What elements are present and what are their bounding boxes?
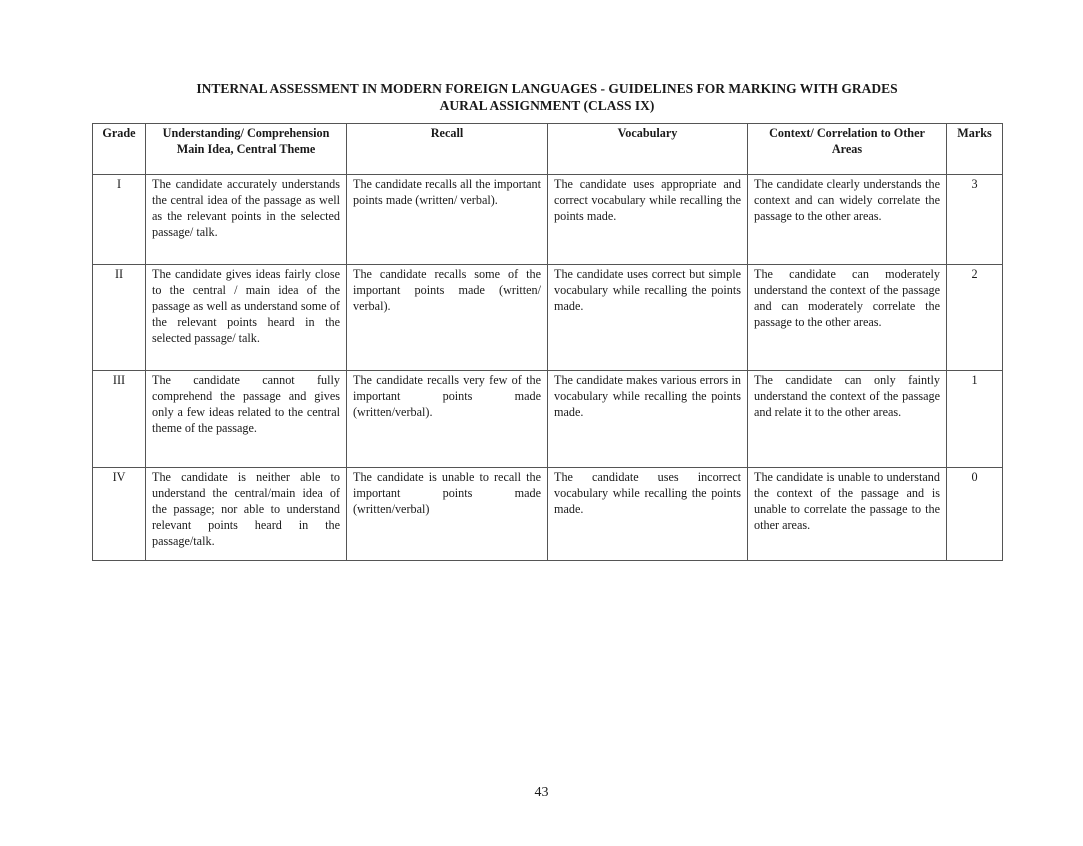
grade-cell: II — [93, 265, 146, 371]
marks-cell: 1 — [947, 371, 1003, 468]
recall-cell: The candidate is unable to recall the important points made (written/verbal) — [347, 468, 548, 561]
table-row — [93, 265, 1003, 371]
vocabulary-cell: The candidate uses incorrect vocabulary while recalling the points made. — [548, 468, 748, 561]
understanding-cell: The candidate is neither able to understand the central/main idea of the passage; nor able to understand relevant points heard in the passage/talk. — [146, 468, 347, 561]
document-title — [92, 80, 1002, 114]
understanding-cell: The candidate accurately understands the central idea of the passage as well as the relevant points in the selected passage/ talk. — [146, 175, 347, 265]
table-row — [93, 371, 1003, 468]
marks-cell: 3 — [947, 175, 1003, 265]
header-marks: Marks — [947, 124, 1003, 175]
recall-cell: The candidate recalls all the important points made (written/ verbal). — [347, 175, 548, 265]
table-row — [93, 468, 1003, 561]
table-header-row — [93, 124, 1003, 175]
title-line-2: AURAL ASSIGNMENT (CLASS IX) — [439, 98, 655, 113]
marks-cell: 0 — [947, 468, 1003, 561]
grade-cell: IV — [93, 468, 146, 561]
understanding-cell: The candidate gives ideas fairly close to the central / main idea of the passage as well as understand some of the relevant points heard in the selected passage/ talk. — [146, 265, 347, 371]
page-number: 43 — [534, 785, 549, 800]
header-context: Context/ Correlation to Other Areas — [748, 124, 947, 175]
header-grade: Grade — [93, 124, 146, 175]
marking-rubric-table — [92, 123, 1003, 561]
vocabulary-cell: The candidate makes various errors in vocabulary while recalling the points made. — [548, 371, 748, 468]
grade-cell: I — [93, 175, 146, 265]
understanding-cell: The candidate cannot fully comprehend the passage and gives only a few ideas related to the central theme of the passage. — [146, 371, 347, 468]
grade-cell: III — [93, 371, 146, 468]
header-recall: Recall — [347, 124, 548, 175]
vocabulary-cell: The candidate uses correct but simple vocabulary while recalling the points made. — [548, 265, 748, 371]
context-cell: The candidate can only faintly understand the context of the passage and relate it to the other areas. — [748, 371, 947, 468]
context-cell: The candidate clearly understands the context and can widely correlate the passage to the other areas. — [748, 175, 947, 265]
context-cell: The candidate can moderately understand the context of the passage and can moderately correlate the passage to the other areas. — [748, 265, 947, 371]
recall-cell: The candidate recalls very few of the important points made (written/verbal). — [347, 371, 548, 468]
header-understanding: Understanding/ Comprehension Main Idea, Central Theme — [146, 124, 347, 175]
context-cell: The candidate is unable to understand the context of the passage and is unable to correlate the passage to the other areas. — [748, 468, 947, 561]
marks-cell: 2 — [947, 265, 1003, 371]
table-row — [93, 175, 1003, 265]
header-vocabulary: Vocabulary — [548, 124, 748, 175]
recall-cell: The candidate recalls some of the important points made (written/ verbal). — [347, 265, 548, 371]
title-line-1: INTERNAL ASSESSMENT IN MODERN FOREIGN LANGUAGES - GUIDELINES FOR MARKING WITH GRADES — [196, 81, 898, 96]
vocabulary-cell: The candidate uses appropriate and correct vocabulary while recalling the points made. — [548, 175, 748, 265]
